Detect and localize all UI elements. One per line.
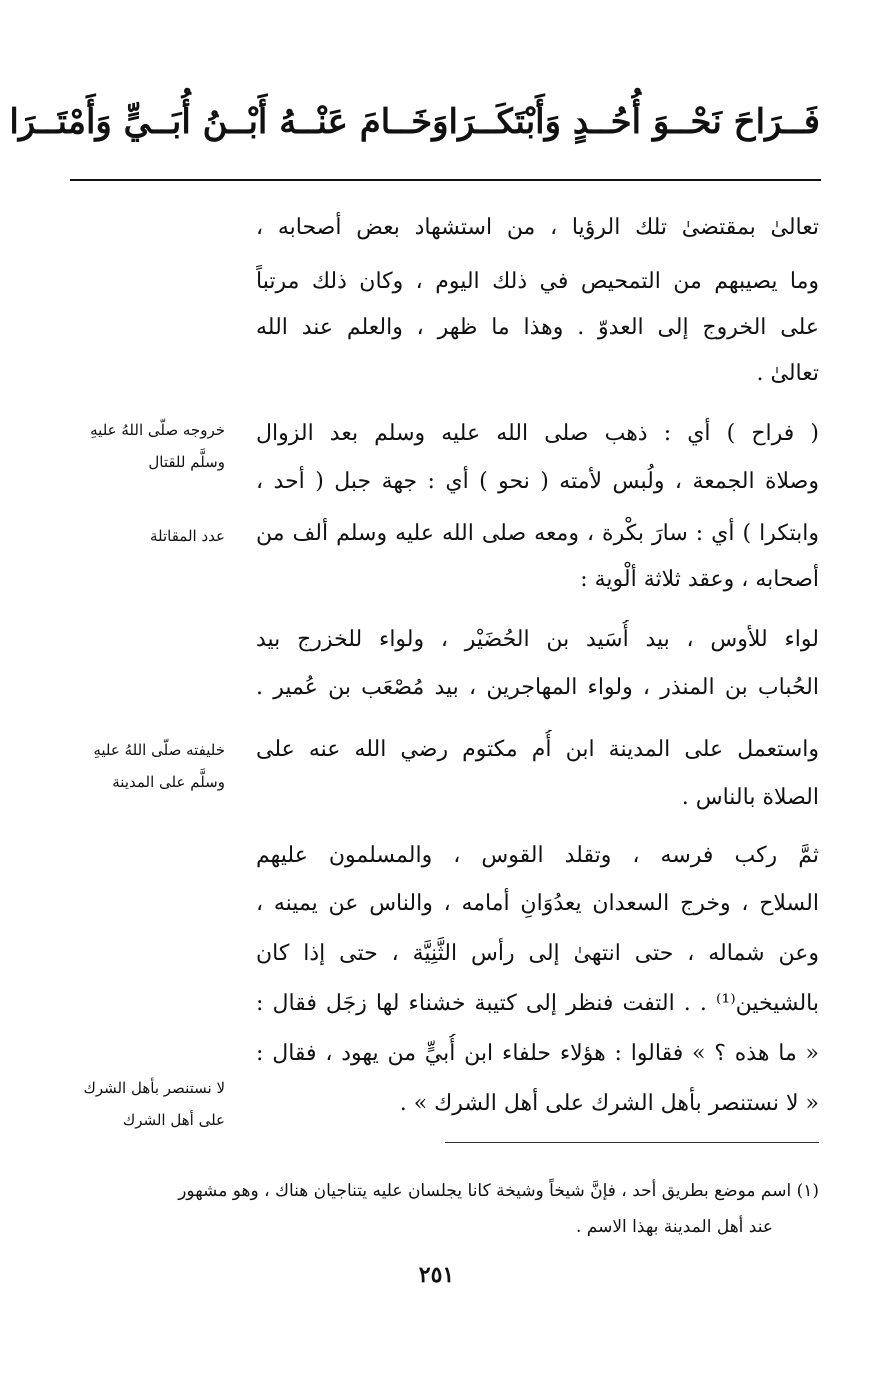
margin-note xyxy=(60,1072,225,1136)
margin-note-line: على أهل الشرك xyxy=(122,1111,225,1129)
text-line: ( فراح ) أي : ذهب صلى الله عليه وسلم بعد الزوال xyxy=(256,421,819,446)
text-line: تعالىٰ . xyxy=(756,361,819,386)
margin-note xyxy=(60,520,225,552)
text-line: تعالىٰ بمقتضىٰ تلك الرؤيا ، من استشهاد بعض أصحابه ، xyxy=(256,215,819,240)
text-line: وما يصيبهم من التمحيص في ذلك اليوم ، وكان ذلك مرتباً xyxy=(256,269,819,294)
text-line: واستعمل على المدينة ابن أُم مكتوم رضي الله عنه على xyxy=(256,737,819,762)
margin-note-line: وسلَّم للقتال xyxy=(148,453,225,471)
verse-hemistich-right: فَــرَاحَ نَحْــوَ أُحُــدٍ وَأَبْتَكَــرَا xyxy=(448,102,820,142)
text-line: السلاح ، وخرج السعدان يعدُوَانِ أمامه ، والناس عن يمينه ، xyxy=(256,891,819,916)
margin-note-line: خروجه صلّى اللهُ عليهِ xyxy=(90,421,225,439)
margin-note xyxy=(60,734,225,798)
text-line: بالشيخين⁽¹⁾ . . التفت فنظر إلى كتيبة خشناء لها زجَل فقال : xyxy=(256,991,819,1016)
text-line: وابتكرا ) أي : سارَ بكْرة ، ومعه صلى الله عليه وسلم ألف من xyxy=(256,521,819,546)
footnote-line: (١) اسم موضع بطريق أحد ، فإنَّ شيخاً وشيخة كانا يجلسان عليه يتناجيان هناك ، وهو مشهور xyxy=(178,1181,819,1201)
header-verse xyxy=(9,92,820,152)
margin-note-line: لا نستنصر بأهل الشرك xyxy=(83,1079,225,1097)
text-line: وصلاة الجمعة ، ولُبس لأمته ( نحو ) أي : جهة جبل ( أحد ، xyxy=(256,469,819,494)
margin-note-line: خليفته صلّى اللهُ عليهِ xyxy=(93,741,225,759)
page-number: ٢٥١ xyxy=(418,1262,455,1288)
margin-note-line: وسلَّم على المدينة xyxy=(112,773,225,791)
footnote-line: عند أهل المدينة بهذا الاسم . xyxy=(575,1217,773,1237)
text-line: أصحابه ، وعقد ثلاثة ألْوية : xyxy=(580,567,819,592)
text-line: الحُباب بن المنذر ، ولواء المهاجرين ، بيد مُصْعَب بن عُمير . xyxy=(256,675,819,700)
text-line: ثمَّ ركب فرسه ، وتقلد القوس ، والمسلمون عليهم xyxy=(256,843,819,868)
text-line: على الخروج إلى العدوّ . وهذا ما ظهر ، والعلم عند الله xyxy=(256,315,819,340)
text-line: لواء للأوس ، بيد أُسَيد بن الحُضَيْر ، ولواء للخزرج بيد xyxy=(256,627,819,652)
text-line: الصلاة بالناس . xyxy=(681,785,819,810)
header-divider xyxy=(70,179,821,181)
text-line: وعن شماله ، حتى انتهىٰ إلى رأس الثَّنِيَّة ، حتى إذا كان xyxy=(256,941,819,966)
margin-note xyxy=(60,414,225,478)
text-line: « لا نستنصر بأهل الشرك على أهل الشرك » . xyxy=(399,1091,819,1116)
verse-hemistich-left: وَخَــامَ عَنْــهُ أَبْــنُ أُبَــيٍّ وَأَمْتَــرَا xyxy=(9,102,449,142)
margin-note-line: عدد المقاتلة xyxy=(149,527,225,545)
text-line: « ما هذه ؟ » فقالوا : هؤلاء حلفاء ابن أُبيٍّ من يهود ، فقال : xyxy=(256,1041,819,1066)
footnote-divider xyxy=(445,1142,819,1143)
